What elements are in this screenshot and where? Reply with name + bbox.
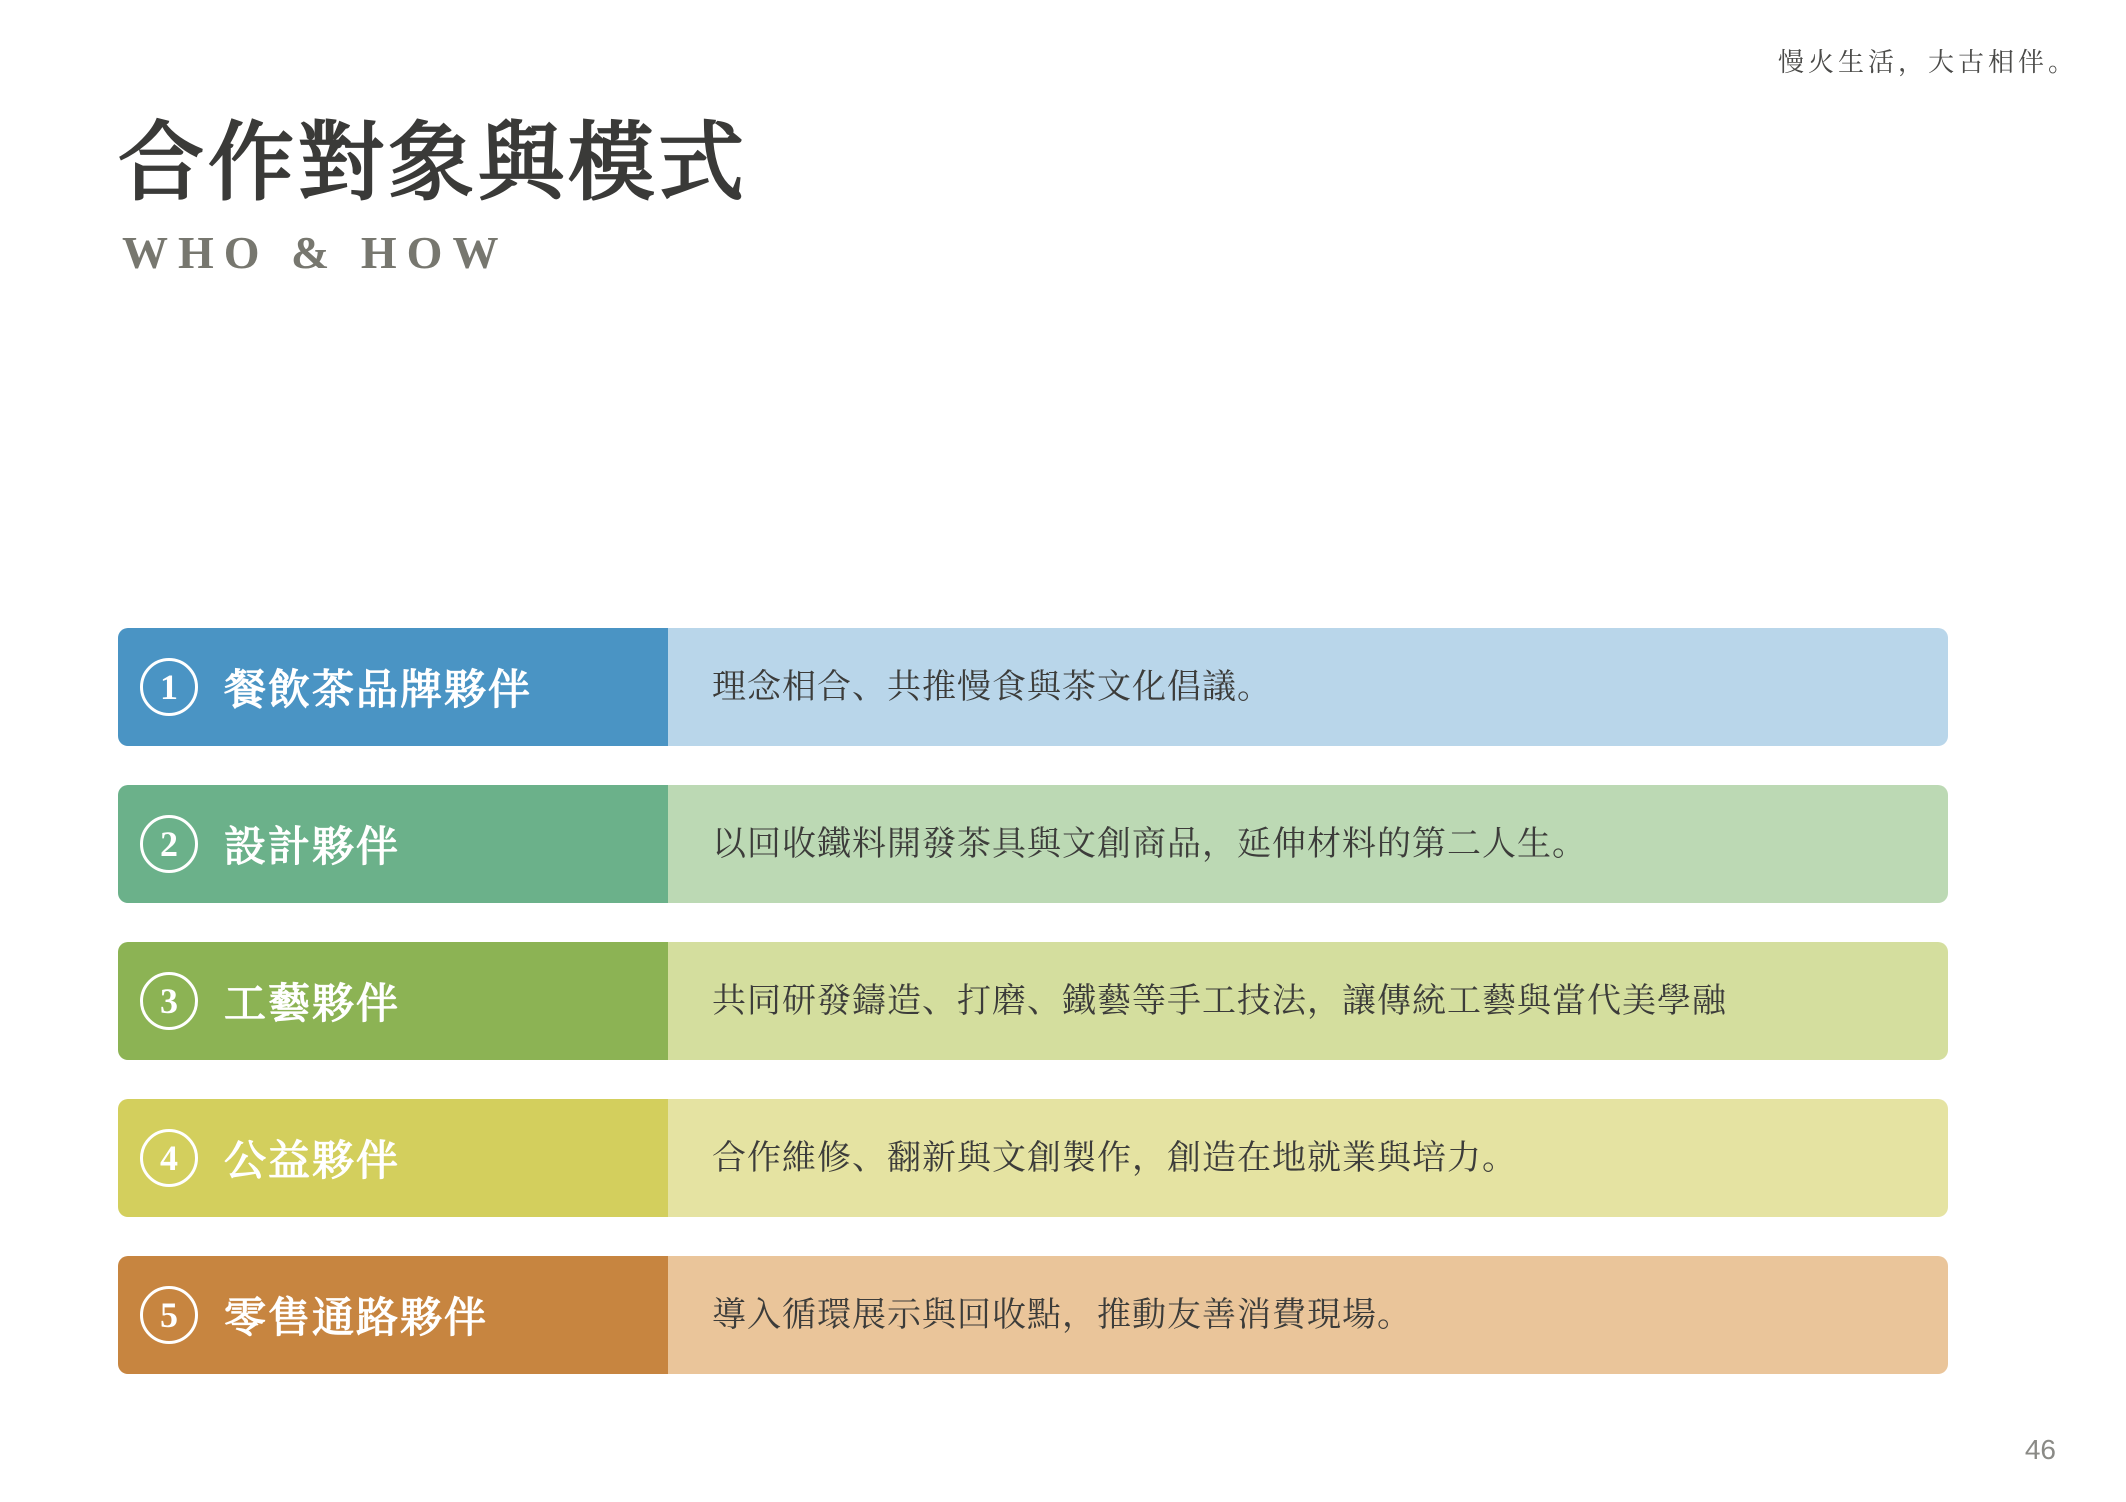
partner-description: 合作維修、翻新與文創製作，創造在地就業與培力。: [712, 1138, 1517, 1177]
partner-number-badge: 3: [140, 972, 198, 1030]
page-title: 合作對象與模式: [118, 115, 748, 211]
partner-description: 導入循環展示與回收點，推動友善消費現場。: [712, 1295, 1412, 1334]
partner-label: 工藝夥伴: [224, 982, 401, 1028]
partner-label: 公益夥伴: [224, 1139, 401, 1185]
partner-number-badge: 1: [140, 658, 198, 716]
partner-row: [118, 628, 1948, 746]
partner-label: 零售通路夥伴: [224, 1296, 489, 1342]
partner-row-left: [118, 785, 668, 903]
partner-number-badge: 2: [140, 815, 198, 873]
page-subtitle: WHO & HOW: [122, 227, 509, 279]
partner-row-left: [118, 628, 668, 746]
partner-row-right: [668, 785, 1948, 903]
partner-label: 餐飲茶品牌夥伴: [224, 668, 533, 714]
partner-row-right: [668, 628, 1948, 746]
partner-row: [118, 1099, 1948, 1217]
partner-row-right: [668, 1099, 1948, 1217]
partner-description: 共同研發鑄造、打磨、鐵藝等手工技法，讓傳統工藝與當代美學融: [712, 981, 1727, 1020]
partner-description: 以回收鐵料開發茶具與文創商品，延伸材料的第二人生。: [712, 824, 1587, 863]
partner-number-badge: 5: [140, 1286, 198, 1344]
partner-label: 設計夥伴: [224, 825, 401, 871]
partner-row-left: [118, 942, 668, 1060]
slide-tagline: 慢火生活，大古相伴。: [1777, 48, 2078, 77]
partner-number-badge: 4: [140, 1129, 198, 1187]
partner-row: [118, 942, 1948, 1060]
partner-row: [118, 1256, 1948, 1374]
partner-list: [118, 628, 1948, 1374]
partner-description: 理念相合、共推慢食與茶文化倡議。: [712, 667, 1272, 706]
partner-row-left: [118, 1256, 668, 1374]
partner-row-left: [118, 1099, 668, 1217]
partner-row: [118, 785, 1948, 903]
page-number: 46: [2024, 1434, 2056, 1465]
page-title-block: [118, 115, 748, 279]
partner-row-right: [668, 1256, 1948, 1374]
partner-row-right: [668, 942, 1948, 1060]
